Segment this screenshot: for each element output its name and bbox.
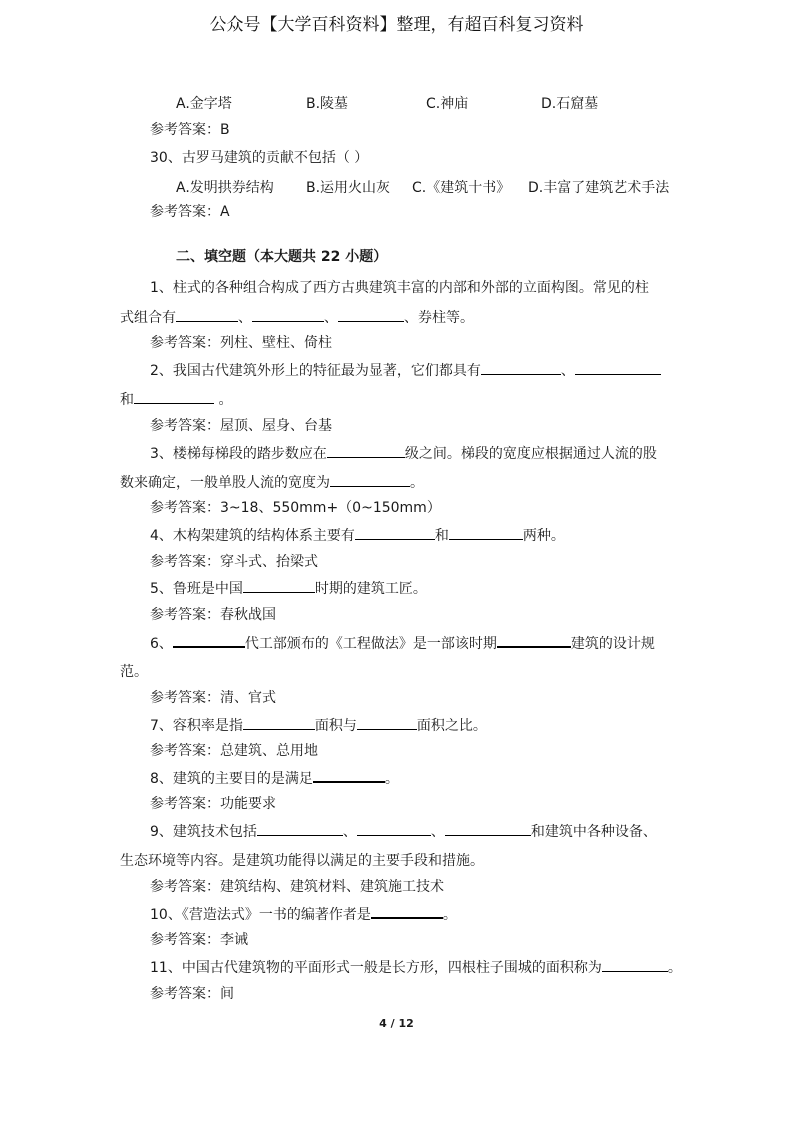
q30-option-d: D.丰富了建筑艺术手法 <box>528 180 670 196</box>
blank <box>602 957 668 972</box>
blank <box>313 767 385 783</box>
q1-line1: 1、柱式的各种组合构成了西方古典建筑丰富的内部和外部的立面构图。常见的柱 <box>150 280 649 296</box>
q30-option-b: B.运用火山灰 <box>306 180 391 196</box>
q5-question: 5、鲁班是中国 时期的建筑工匠。 <box>150 578 427 598</box>
blank <box>243 578 315 593</box>
blank <box>134 389 214 404</box>
section-title: 二、填空题（本大题共 22 小题） <box>176 249 388 265</box>
q30-option-c: C.《建筑十书》 <box>412 180 511 196</box>
q30-option-a: A.发明拱券结构 <box>176 180 274 196</box>
blank <box>497 632 571 648</box>
q6-answer: 参考答案：清、官式 <box>150 690 276 706</box>
page-header: 公众号【大学百科资料】整理，有超百科复习资料 <box>209 15 584 35</box>
blank <box>371 903 443 919</box>
blank <box>243 715 315 730</box>
q7-answer: 参考答案：总建筑、总用地 <box>150 743 318 759</box>
q3-answer: 参考答案：3~18、550mm+（0~150mm） <box>150 500 441 516</box>
blank <box>355 525 435 540</box>
q29-option-b: B.陵墓 <box>306 96 349 112</box>
q30-answer: 参考答案：A <box>150 204 230 220</box>
blank <box>173 632 245 648</box>
blank <box>481 360 561 375</box>
q8-answer: 参考答案：功能要求 <box>150 796 276 812</box>
q29-option-d: D.石窟墓 <box>541 96 599 112</box>
blank <box>252 307 324 322</box>
blank <box>330 472 410 487</box>
q5-answer: 参考答案：春秋战国 <box>150 607 276 623</box>
blank <box>449 525 523 540</box>
blank <box>257 821 343 836</box>
q1-line2: 式组合有 、 、 、券柱等。 <box>120 307 474 327</box>
blank <box>338 307 404 322</box>
q29-option-c: C.神庙 <box>426 96 469 112</box>
q29-answer: 参考答案：B <box>150 122 230 138</box>
q1-answer: 参考答案：列柱、壁柱、倚柱 <box>150 335 332 351</box>
q11-answer: 参考答案：间 <box>150 986 234 1002</box>
q4-answer: 参考答案：穿斗式、抬梁式 <box>150 554 318 570</box>
blank <box>327 443 405 458</box>
q2-answer: 参考答案：屋顶、屋身、台基 <box>150 418 332 434</box>
blank <box>176 307 238 322</box>
q2-line2: 和 。 <box>120 389 232 409</box>
q8-question: 8、建筑的主要目的是满足 。 <box>150 767 399 788</box>
q9-question: 9、建筑技术包括 、 、 和建筑中各种设备、 <box>150 821 657 841</box>
q11-question: 11、中国古代建筑物的平面形式一般是长方形，四根柱子围城的面积称为 。 <box>150 957 682 977</box>
q6-line2: 范。 <box>120 664 148 680</box>
q6-question: 6、 代工部颁布的《工程做法》是一部该时期 建筑的设计规 <box>150 632 655 653</box>
q30-question: 30、古罗马建筑的贡献不包括（ ） <box>150 150 369 166</box>
q10-answer: 参考答案：李诫 <box>150 932 248 948</box>
blank <box>445 821 531 836</box>
blank <box>357 715 417 730</box>
q9-answer: 参考答案：建筑结构、建筑材料、建筑施工技术 <box>150 879 444 895</box>
q4-question: 4、木构架建筑的结构体系主要有 和 两种。 <box>150 525 565 545</box>
blank <box>357 821 431 836</box>
q3-line1: 3、楼梯每梯段的踏步数应在 级之间。梯段的宽度应根据通过人流的股 <box>150 443 657 463</box>
page-number: 4 / 12 <box>379 1017 414 1030</box>
q10-question: 10、《营造法式》一书的编著作者是 。 <box>150 903 457 924</box>
q29-option-a: A.金字塔 <box>176 96 232 112</box>
q7-question: 7、容积率是指 面积与 面积之比。 <box>150 715 487 735</box>
q2-line1: 2、我国古代建筑外形上的特征最为显著，它们都具有 、 <box>150 360 661 380</box>
q3-line2: 数来确定，一般单股人流的宽度为 。 <box>120 472 424 492</box>
blank <box>575 360 661 375</box>
q9-line2: 生态环境等内容。是建筑功能得以满足的主要手段和措施。 <box>120 853 484 869</box>
